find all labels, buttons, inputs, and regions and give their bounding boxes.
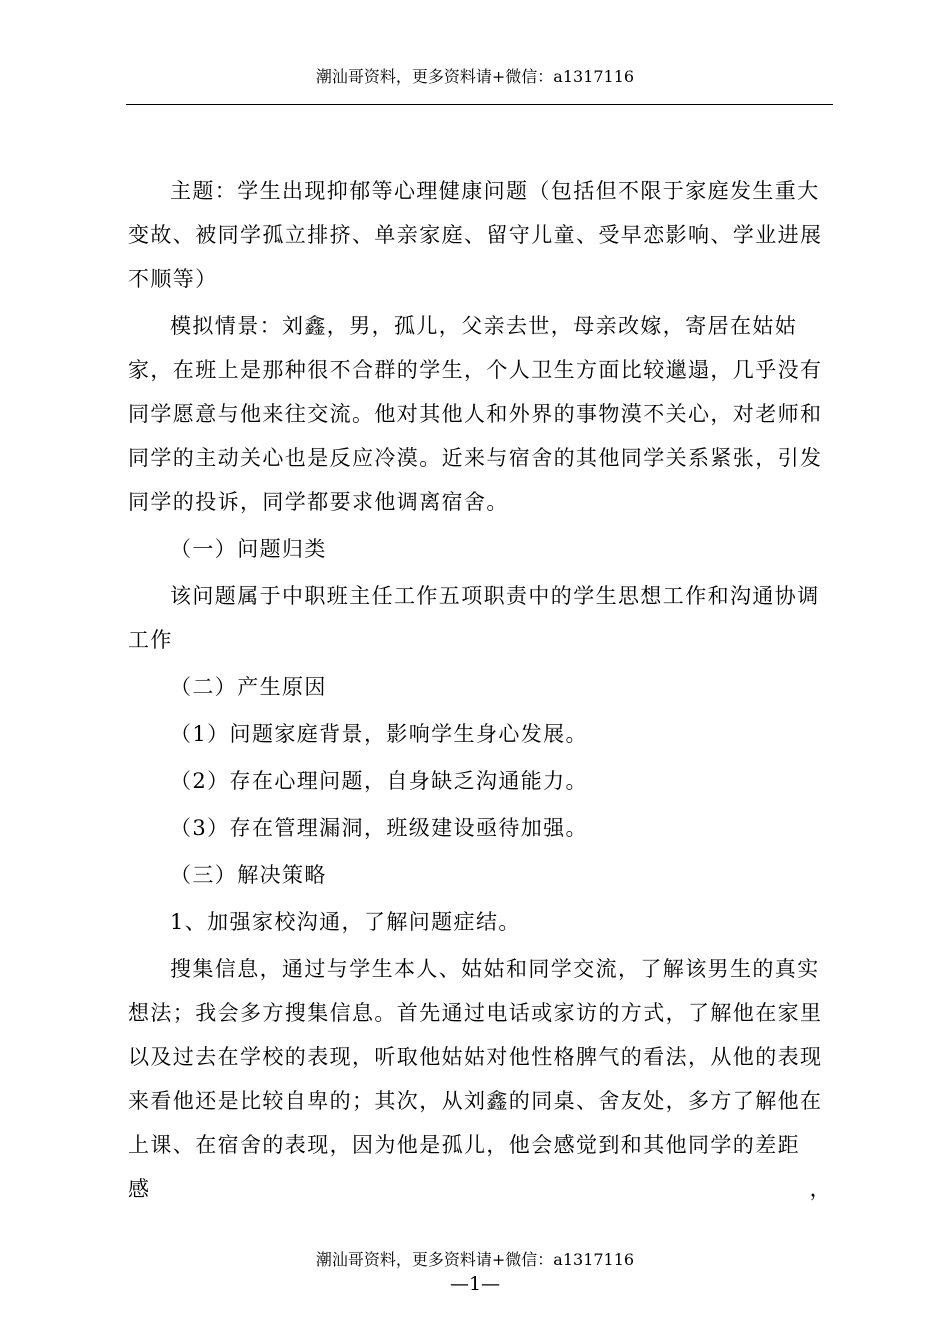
theme-paragraph: 主题：学生出现抑郁等心理健康问题（包括但不限于家庭发生重大变故、被同学孤立排挤、单亲家庭、留守儿童、受早恋影响、学业进展不顺等） <box>128 179 823 291</box>
section-heading-strategies: （三）解决策略 <box>170 863 327 887</box>
page-footer-text: 潮汕哥资料，更多资料请+微信：a1317116 <box>315 1250 635 1269</box>
cause-item-2: （2）存在心理问题，自身缺乏沟通能力。 <box>170 769 588 793</box>
scenario-paragraph: 模拟情景：刘鑫，男，孤儿，父亲去世，母亲改嫁，寄居在姑姑家，在班上是那种很不合群的学生，个人卫生方面比较邋遢，几乎没有同学愿意与他来往交流。他对其他人和外界的事物漠不关心，对老师和同学的主动关心也是反应冷漠。近来与宿舍的其他同学关系紧张，引发同学的投诉，同学都要求他调离宿舍。 <box>128 314 823 514</box>
cause-item-3: （3）存在管理漏洞，班级建设亟待加强。 <box>170 816 588 840</box>
section-heading-classification: （一）问题归类 <box>170 537 327 561</box>
page-number: —1— <box>449 1273 501 1295</box>
page-header-text: 潮汕哥资料，更多资料请+微信：a1317116 <box>315 67 635 86</box>
document-body <box>128 169 832 1214</box>
section-heading-causes: （二）产生原因 <box>170 675 327 699</box>
strategy-1-paragraph: 搜集信息，通过与学生本人、姑姑和同学交流，了解该男生的真实想法；我会多方搜集信息。首先通过电话或家访的方式，了解他在家里以及过去在学校的表现，听取他姑姑对他性格脾气的看法，从他的表现来看他还是比较自卑的；其次，从刘鑫的同桌、舍友处，多方了解他在上课、在宿舍的表现，因为他是孤儿，他会感觉到和其他同学的差距感， <box>128 957 832 1201</box>
header-divider <box>126 104 833 105</box>
classification-paragraph: 该问题属于中职班主任工作五项职责中的学生思想工作和沟通协调工作 <box>128 584 820 652</box>
strategy-item-1: 1、加强家校沟通，了解问题症结。 <box>170 910 521 934</box>
cause-item-1: （1）问题家庭背景，影响学生身心发展。 <box>170 722 588 746</box>
